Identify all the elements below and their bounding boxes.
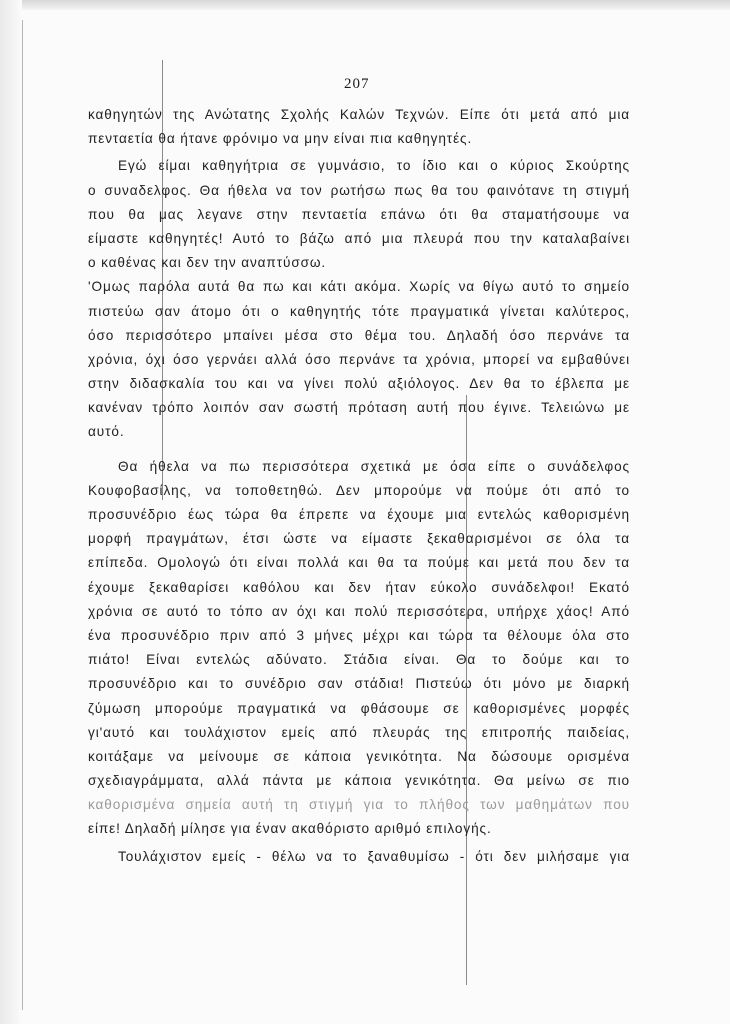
- text-line: προσυνέδριο και το συνέδριο σαν στάδια! Πιστεύω ότι μόνο με διαρκή: [88, 676, 630, 692]
- text-line: καθηγητών της Ανώτατης Σχολής Καλών Τεχνών. Είπε ότι μετά από μια: [88, 107, 630, 122]
- text-line: σχεδιαγράμματα, αλλά πάντα με κάποια γενικότητα. Θα μείνω σε πιο: [88, 773, 630, 789]
- text-line: Κουφοβασίλης, να τοποθετηθώ. Δεν μπορούμε να πούμε ότι από το: [88, 482, 630, 498]
- text-line: μορφή πραγμάτων, έτσι ώστε να είμαστε ξεκαθαρισμένοι σε όλα τα: [88, 531, 630, 547]
- paragraph: [88, 845, 630, 869]
- text-line: Θα ήθελα να πω περισσότερα σχετικά με όσα είπε ο συνάδελφος: [118, 458, 630, 474]
- text-line: κανέναν τρόπο λοιπόν σαν σωστή πρόταση αυτή που έγινε. Τελειώνω με: [88, 400, 630, 416]
- paragraph: [88, 275, 630, 444]
- text-line: προσυνέδριο έως τώρα θα έπρεπε να έχουμε μια εντελώς καθορισμένη: [88, 507, 630, 522]
- scan-margin-line: [22, 20, 23, 1010]
- paragraph: [88, 103, 630, 151]
- text-line: 'Ομως παρόλα αυτά θα πω και κάτι ακόμα. Χωρίς να θίγω αυτό το σημείο: [88, 279, 630, 295]
- text-line: Τουλάχιστον εμείς - θέλω να το ξαναθυμίσω - ότι δεν μιλήσαμε για: [118, 848, 630, 864]
- text-line: γι'αυτό και τουλάχιστον εμείς από πλευράς της επιτροπής παιδείας,: [88, 724, 630, 740]
- text-line: πενταετία θα ήτανε φρόνιμο να μην είναι πια καθηγητές.: [88, 131, 473, 147]
- text-line: χρόνια, όχι όσο γερνάει αλλά όσο περνάνε τα χρόνια, μπορεί να εμβαθύνει: [88, 351, 630, 367]
- text-line: είμαστε καθηγητές! Αυτό το βάζω από μια πλευρά που την καταλαβαίνει: [88, 230, 630, 246]
- text-line: όσο περισσότερο μπαίνει μέσα στο θέμα του. Δηλαδή όσο περνάνε τα: [88, 327, 630, 343]
- text-line: αυτό.: [88, 424, 125, 440]
- text-line: ένα προσυνέδριο πριν από 3 μήνες μέχρι και τώρα τα θέλουμε όλα στο: [88, 627, 630, 643]
- text-line: επίπεδα. Ομολογώ ότι είναι πολλά και θα τα πούμε και μετά που δεν τα: [88, 555, 630, 571]
- text-line: στην διδασκαλία του και να γίνει πολύ αξιόλογος. Δεν θα το έβλεπα με: [88, 376, 630, 392]
- text-line: πιστεύω σαν άτομο ότι ο καθηγητής τότε πραγματικά γίνεται καλύτερος,: [88, 303, 630, 319]
- scan-edge-top: [0, 0, 730, 10]
- paragraph: [88, 154, 630, 275]
- scan-edge-left: [0, 0, 22, 1024]
- text-line: που θα μας λεγανε στην πενταετία επάνω ότι θα σταματήσουμε να: [88, 206, 630, 222]
- text-line: Εγώ είμαι καθηγήτρια σε γυμνάσιο, το ίδιο και ο κύριος Σκούρτης: [118, 158, 630, 174]
- text-line: ο καθένας και δεν την αναπτύσσω.: [88, 255, 327, 271]
- text-line: ζύμωση μπορούμε πραγματικά να φθάσουμε σε καθορισμένες μορφές: [88, 700, 630, 716]
- paragraph: [88, 455, 630, 842]
- page-number: 207: [344, 76, 370, 92]
- text-line: χρόνια σε αυτό το τόπο αν όχι και πολύ περισσότερα, υπήρχε χάος! Από: [88, 603, 630, 619]
- text-line: κοιτάξαμε να μείνουμε σε κάποια γενικότητα. Να δώσουμε ορισμένα: [88, 748, 630, 764]
- text-line: ο συναδελφος. Θα ήθελα να τον ρωτήσω πως θα του φαινότανε τη στιγμή: [88, 182, 630, 198]
- text-line: είπε! Δηλαδή μίλησε για έναν ακαθόριστο αριθμό επιλογής.: [88, 821, 492, 837]
- text-line: πιάτο! Είναι εντελώς αδύνατο. Στάδια είναι. Θα το δούμε και το: [88, 652, 630, 668]
- text-line: έχουμε ξεκαθαρίσει καθόλου και δεν ήταν εύκολο συνάδελφοι! Εκατό: [88, 579, 630, 595]
- text-line-faded: καθορισμένα σημεία αυτή τη στιγμή για το πλήθος των μαθημάτων που: [88, 797, 630, 813]
- document-body: [88, 103, 630, 869]
